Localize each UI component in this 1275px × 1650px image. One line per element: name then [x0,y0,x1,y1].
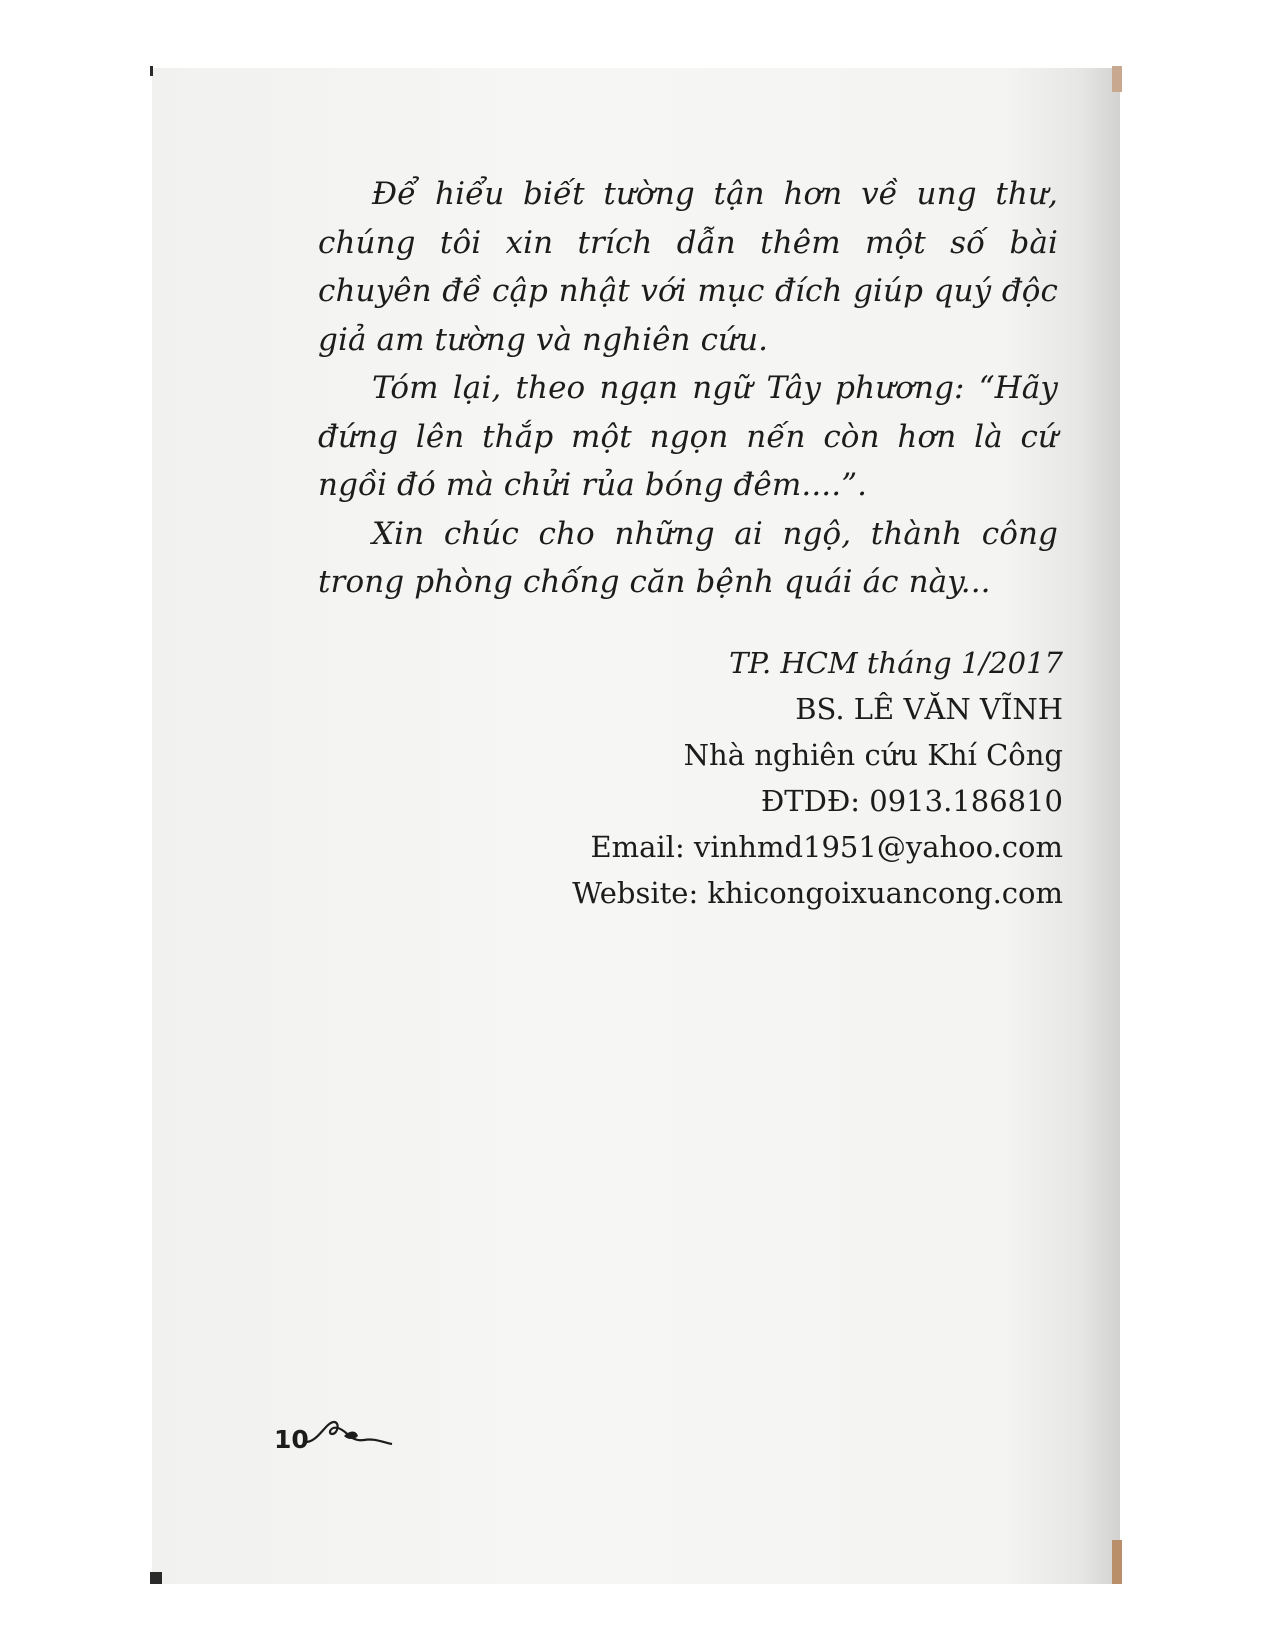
page-number: 10 [274,1425,309,1454]
page-edge-mark [1112,1540,1122,1584]
author-email: Email: vinhmd1951@yahoo.com [590,830,1063,864]
paragraph-2: Tóm lại, theo ngạn ngữ Tây phương: “Hãy đứng lên thắp một ngọn nến còn hơn là cứ ngồi đó mà chửi rủa bóng đêm....”. [318,370,1058,503]
flourish-ornament-icon [304,1412,394,1452]
page-edge-mark [1112,66,1122,92]
page-edge-mark [150,66,153,76]
author-name: BS. LÊ VĂN VĨNH [795,692,1063,726]
paragraph-1: Để hiểu biết tường tận hơn về ung thư, chúng tôi xin trích dẫn thêm một số bài chuyên đề cập nhật với mục đích giúp quý độc giả am tường và nghiên cứu. [318,176,1058,358]
page-edge-mark [150,1572,162,1584]
author-role: Nhà nghiên cứu Khí Công [683,738,1063,772]
author-website: Website: khicongoixuancong.com [572,876,1063,910]
place-date: TP. HCM tháng 1/2017 [729,646,1063,680]
paragraph-3: Xin chúc cho những ai ngộ, thành công trong phòng chống căn bệnh quái ác này... [318,515,1058,600]
signature-block [572,640,1063,916]
author-phone: ĐTDĐ: 0913.186810 [760,784,1063,818]
body-text [318,170,1058,607]
